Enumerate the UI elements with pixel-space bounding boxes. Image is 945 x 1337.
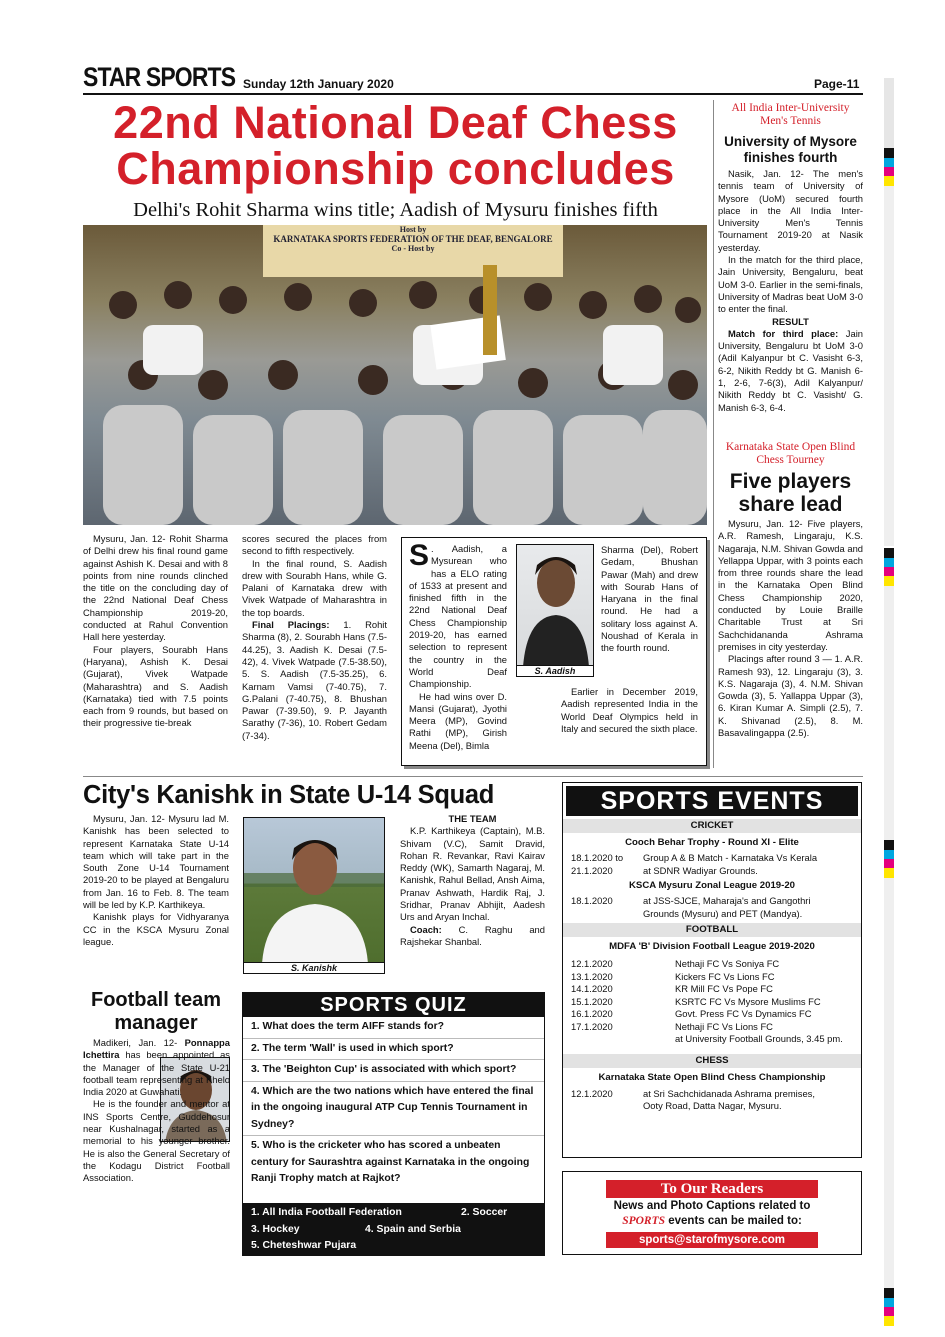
football-story: Madikeri, Jan. 12- Ponnappa Ichettira has been appointed as the Manager of the State U-21 football team representing at Khelo India 2020 at Guwahati. He is the founder and mentor at INS Sports Centre, Guddehosur near Kushalnagar, started as a memorial to his younger brother. He is also the General Secretary of the Kodagu District Football Association. [83,1037,230,1184]
quiz-question: 2. The term 'Wall' is used in which sport? [243,1039,544,1061]
event-row: 18.1.2020 at JSS-SJCE, Maharaja's and Gangothri Grounds (Mysuru) and PET (Mandya). [571,895,811,919]
readers-email[interactable]: sports@starofmysore.com [606,1232,818,1248]
color-bar [884,576,894,586]
ksca-title: KSCA Mysuru Zonal League 2019-20 [629,880,795,891]
quiz-question: 5. Who is the cricketer who has scored a unbeaten century for Saurashtra against Karnataka in the ongoing Ranji Trophy match at Rajkot? [251,1140,530,1184]
color-bar [884,167,894,176]
kanishk-team: THE TEAM K.P. Karthikeya (Captain), M.B. Shivam (V.C), Samit Dravid, Rohan R. Revankar, Ravi Kairav Reddy (WK), Samarth Nagaraj, M. Kanishk, Rahul Bellad, Ansh Aima, Pranav Ashwath, Hardik Raj, J. Sridhar, Pranav Abhijit, Aadesh Urs and Aryan Inchal. Coach: C. Raghu and Rajshekar Shanbal. [400,813,545,947]
fixture-match: Nethaji FC Vs Soniya FC [675,958,780,969]
tennis-headline: University of Mysore finishes fourth [724,134,857,165]
main-headline-line2: Championship concludes [116,143,675,194]
football-label: FOOTBALL [563,923,861,937]
main-story-col1 [83,533,228,730]
fixture-row [571,983,861,996]
fixture-match: KR Mill FC Vs Pope FC [675,983,773,994]
chess-label: CHESS [563,1054,861,1068]
kanishk-headline: City's Kanishk in State U-14 Squad [83,781,495,809]
main-story-col2 [242,533,387,742]
portrait [244,818,385,963]
main-story-para: Four players, Sourabh Hans (Haryana), Ashish K. Desai (Gujarat), Vivek Watpade (Maharashtra) and S. Aadish (Karnataka) tied with 7.5 points each from 9 rounds, but based on their progressive tie-break [83,643,228,729]
color-bar [884,868,894,878]
fixture-row [571,1021,861,1034]
sidebar-divider [713,100,714,768]
section-rule [83,776,863,777]
aadish-caption: S. Aadish [516,666,594,677]
quiz-question: 4. Which are the two nations which have entered the final in the ongoing inaugural ATP Cup Tennis Tournament in Sydney? [243,1082,544,1137]
chess-headline: Five players share lead [729,470,852,516]
main-story-para: scores secured the places from second to fifth respectively. [242,533,387,557]
aadish-box-bottom: Earlier in December 2019, Aadish represented India in the World Deaf Olympics held in Italy and secured the sixth place. [561,686,698,734]
readers-box [562,1171,862,1255]
event-row: 12.1.2020 at Sri Sachchidanada Ashrama premises, Ooty Road, Datta Nagar, Mysuru. [571,1087,815,1111]
chess-group-photo [83,225,707,525]
fixture-match: Kickers FC Vs Lions FC [675,970,775,982]
readers-line1: News and Photo Captions related to [613,1200,811,1212]
quiz-answer: 5. Cheteshwar Pujara [251,1240,357,1251]
blind-chess-story: Mysuru, Jan. 12- Five players, A.R. Ramesh, Lingaraju, K.S. Nagaraja, N.M. Shivan Gowda and Yellappa Uppar, with 3 points each from three rounds share the lead in the Karnataka Open Blind Chess Championship 2020, conducted by Louie Braille Charitable Trust at Sri Sachchidananda Ashrama premises in city yesterday. Placings after round 3 — 1. A.R. Ramesh 93), 12. Lingaraju (3), 3. K.S. Nagaraja (3), 4. N.M. Shivan Gowda (3), 5. Yallappa Uppar (3), 6. Kiran Kumar A. Simpli (2.5), 7. K. Shivanad (2.5), 8. M. Basavalingappa (2.5). [718,518,863,739]
aadish-box-left: S . Aadish, a Mysurean who has a ELO rating of 1533 at present and finished fifth in the 22nd National Deaf Chess Championship 2019-20, has earned selection to represent the country in the World Deaf Championship. He had wins over D. Mansi (Gujarat), Jyothi Meera (MP), Govind Rathi (MP), Girish Meena (Del), Bimla [409,539,507,751]
fixture-date: 13.1.2020 [571,970,613,982]
kanishk-caption: S. Kanishk [243,963,385,974]
cricket-label: CRICKET [563,819,861,833]
header-rule [83,93,863,95]
quiz-question: 3. The 'Beighton Cup' is associated with which sport? [243,1060,544,1082]
color-bar [884,840,894,850]
color-bar [884,850,894,859]
fixture-row [571,958,861,971]
main-story-para: Mysuru, Jan. 12- Rohit Sharma of Delhi drew his final round game against Ashish K. Desai and with 8 points from nine rounds clinched the title on the concluding day of the 22nd National Deaf Chess Championship 2019-20, conducted at Rahul Convention Hall here yesterday. [83,533,228,643]
fixture-list [563,958,861,1033]
football-venue: at University Football Grounds, 3.45 pm. [675,1033,843,1044]
fixture-match: KSRTC FC Vs Mysore Muslims FC [675,995,821,1007]
cooch-title: Cooch Behar Trophy - Round XI - Elite [625,837,799,848]
color-bar [884,1288,894,1298]
result-label: RESULT [772,315,809,327]
fixture-row [571,1008,861,1021]
quiz-answer: 1. All India Football Federation [251,1207,402,1218]
readers-title: To Our Readers [606,1180,818,1198]
color-bar [884,1316,894,1326]
aadish-photo [516,544,594,666]
color-bar [884,586,894,840]
placings-text: 1. Rohit Sharma (8), 2. Sourabh Hans (7.5-44.25), 3. Aadish K. Desai (7.5-42), 4. Vivek Watpade (7.5-38.50), 5. S. Aadish (7.5-35.25), 6. Karnam Vamsi (7-40.75), 7. G.Palani (7-40.75), 8. Bhushan Pawar (7-39.50), 9. P. Jayanth Sarathy (7-36), 10. Robert Gedam (7-34). [242,619,387,741]
mdfa-title: MDFA 'B' Division Football League 2019-2020 [609,941,815,952]
main-subhead: Delhi's Rohit Sharma wins title; Aadish of Mysuru finishes fifth [133,199,658,221]
kanishk-story: Mysuru, Jan. 12- Mysuru lad M. Kanishk has been selected to represent Karnataka State U-14 team which will take part in the South Zone U-14 Tournament 2019-20 to be played at Bengaluru from Jan. 16 to Feb. 8. The team will be led by K.P. Karthikeya. Kanishk plays for Vidhyaranya CC in the KSCA Mysuru Zonal league. [83,813,229,947]
page-number: Page-11 [814,77,860,91]
color-bar [884,558,894,567]
quiz-title: SPORTS QUIZ [243,993,544,1017]
quiz-box [242,992,545,1256]
photo-crowd [83,225,707,525]
color-bar [884,1298,894,1307]
placings-label: Final Placings: [252,619,330,631]
sports-events-box [562,782,862,1158]
quiz-answer: 2. Soccer [461,1207,508,1218]
portrait [517,545,594,666]
kanishk-photo [243,817,385,963]
fixture-date: 16.1.2020 [571,1008,613,1019]
sports-events-title: SPORTS EVENTS [566,786,858,816]
main-headline-line1: 22nd National Deaf Chess [113,97,678,148]
color-bar [884,78,894,148]
fixture-date: 14.1.2020 [571,983,613,994]
color-bar [884,548,894,558]
color-bar [884,1307,894,1316]
fixture-match: Govt. Press FC Vs Dynamics FC [675,1008,812,1019]
color-bar [884,148,894,158]
fixture-row [571,971,861,984]
color-bar [884,878,894,1298]
issue-date: Sunday 12th January 2020 [243,77,394,91]
dropcap: S [409,539,430,572]
readers-line2: SPORTS events can be mailed to: [622,1215,802,1227]
chess-kicker: Karnataka State Open Blind Chess Tourney [725,441,856,466]
color-bar [884,859,894,868]
quiz-answers [243,1203,544,1255]
color-bar [884,158,894,167]
football-headline: Football team manager [90,989,221,1034]
quiz-question: 1. What does the term AIFF stands for? [243,1017,544,1039]
fixture-match: Nethaji FC Vs Lions FC [675,1020,773,1032]
fixture-date: 12.1.2020 [571,958,613,969]
photo-banner: Host by KARNATAKA SPORTS FEDERATION OF THE DEAF, BENGALORE Co - Host by [263,225,563,277]
quiz-answer: 3. Hockey [251,1223,300,1235]
quiz-answer: 4. Spain and Serbia [365,1223,461,1235]
event-row: 18.1.2020 to 21.1.2020 Group A & B Match - Karnataka Vs Kerala at SDNR Wadiyar Grounds. [571,852,818,876]
fixture-row [571,996,861,1009]
fixture-date: 15.1.2020 [571,995,613,1007]
fixture-date: 17.1.2020 [571,1020,613,1032]
main-story-para: In the final round, S. Aadish drew with Sourabh Hans, while G. Palani of Karnataka drew with Vivek Watpade of Maharashtra in the top boards. [242,557,387,618]
color-bar [884,186,894,546]
color-bar [884,176,894,186]
masthead: STAR SPORTS [83,62,236,92]
chess-event-title: Karnataka State Open Blind Chess Championship [598,1071,826,1083]
color-bar [884,567,894,576]
readers-brand: SPORTS [622,1215,666,1227]
aadish-box-right: Sharma (Del), Robert Gedam, Bhushan Pawar (Mah) and drew with Sourab Hans of Haryana in the final round. He had a solitary loss against A. Noushad of Kerala in the fourth round. [601,544,698,654]
tennis-kicker: All India Inter-University Men's Tennis [731,102,850,127]
tennis-story: Nasik, Jan. 12- The men's tennis team of University of Mysore (UoM) secured fourth place in the All India Inter-University Men's Tennis Tournament 2019-20 at Nasik yesterday. In the match for the third place, Jain University, Bengaluru, beat UoM 3-0. Earlier in the semi-finals, University of Madras beat UoM 3-0 to enter the final. RESULT Match for third place: Jain University, Bengaluru bt UoM 3-0 (Adil Kalyanpur bt C. Vasisht 6-3, 6-2, Nikith Reddy bt G. Manish 6-1, 2-6, 7-6(3), Adil Kalyanpur/ Nikith Reddy bt C. Vasisht/ G. Manish 6-3, 6-4. [718,168,863,413]
